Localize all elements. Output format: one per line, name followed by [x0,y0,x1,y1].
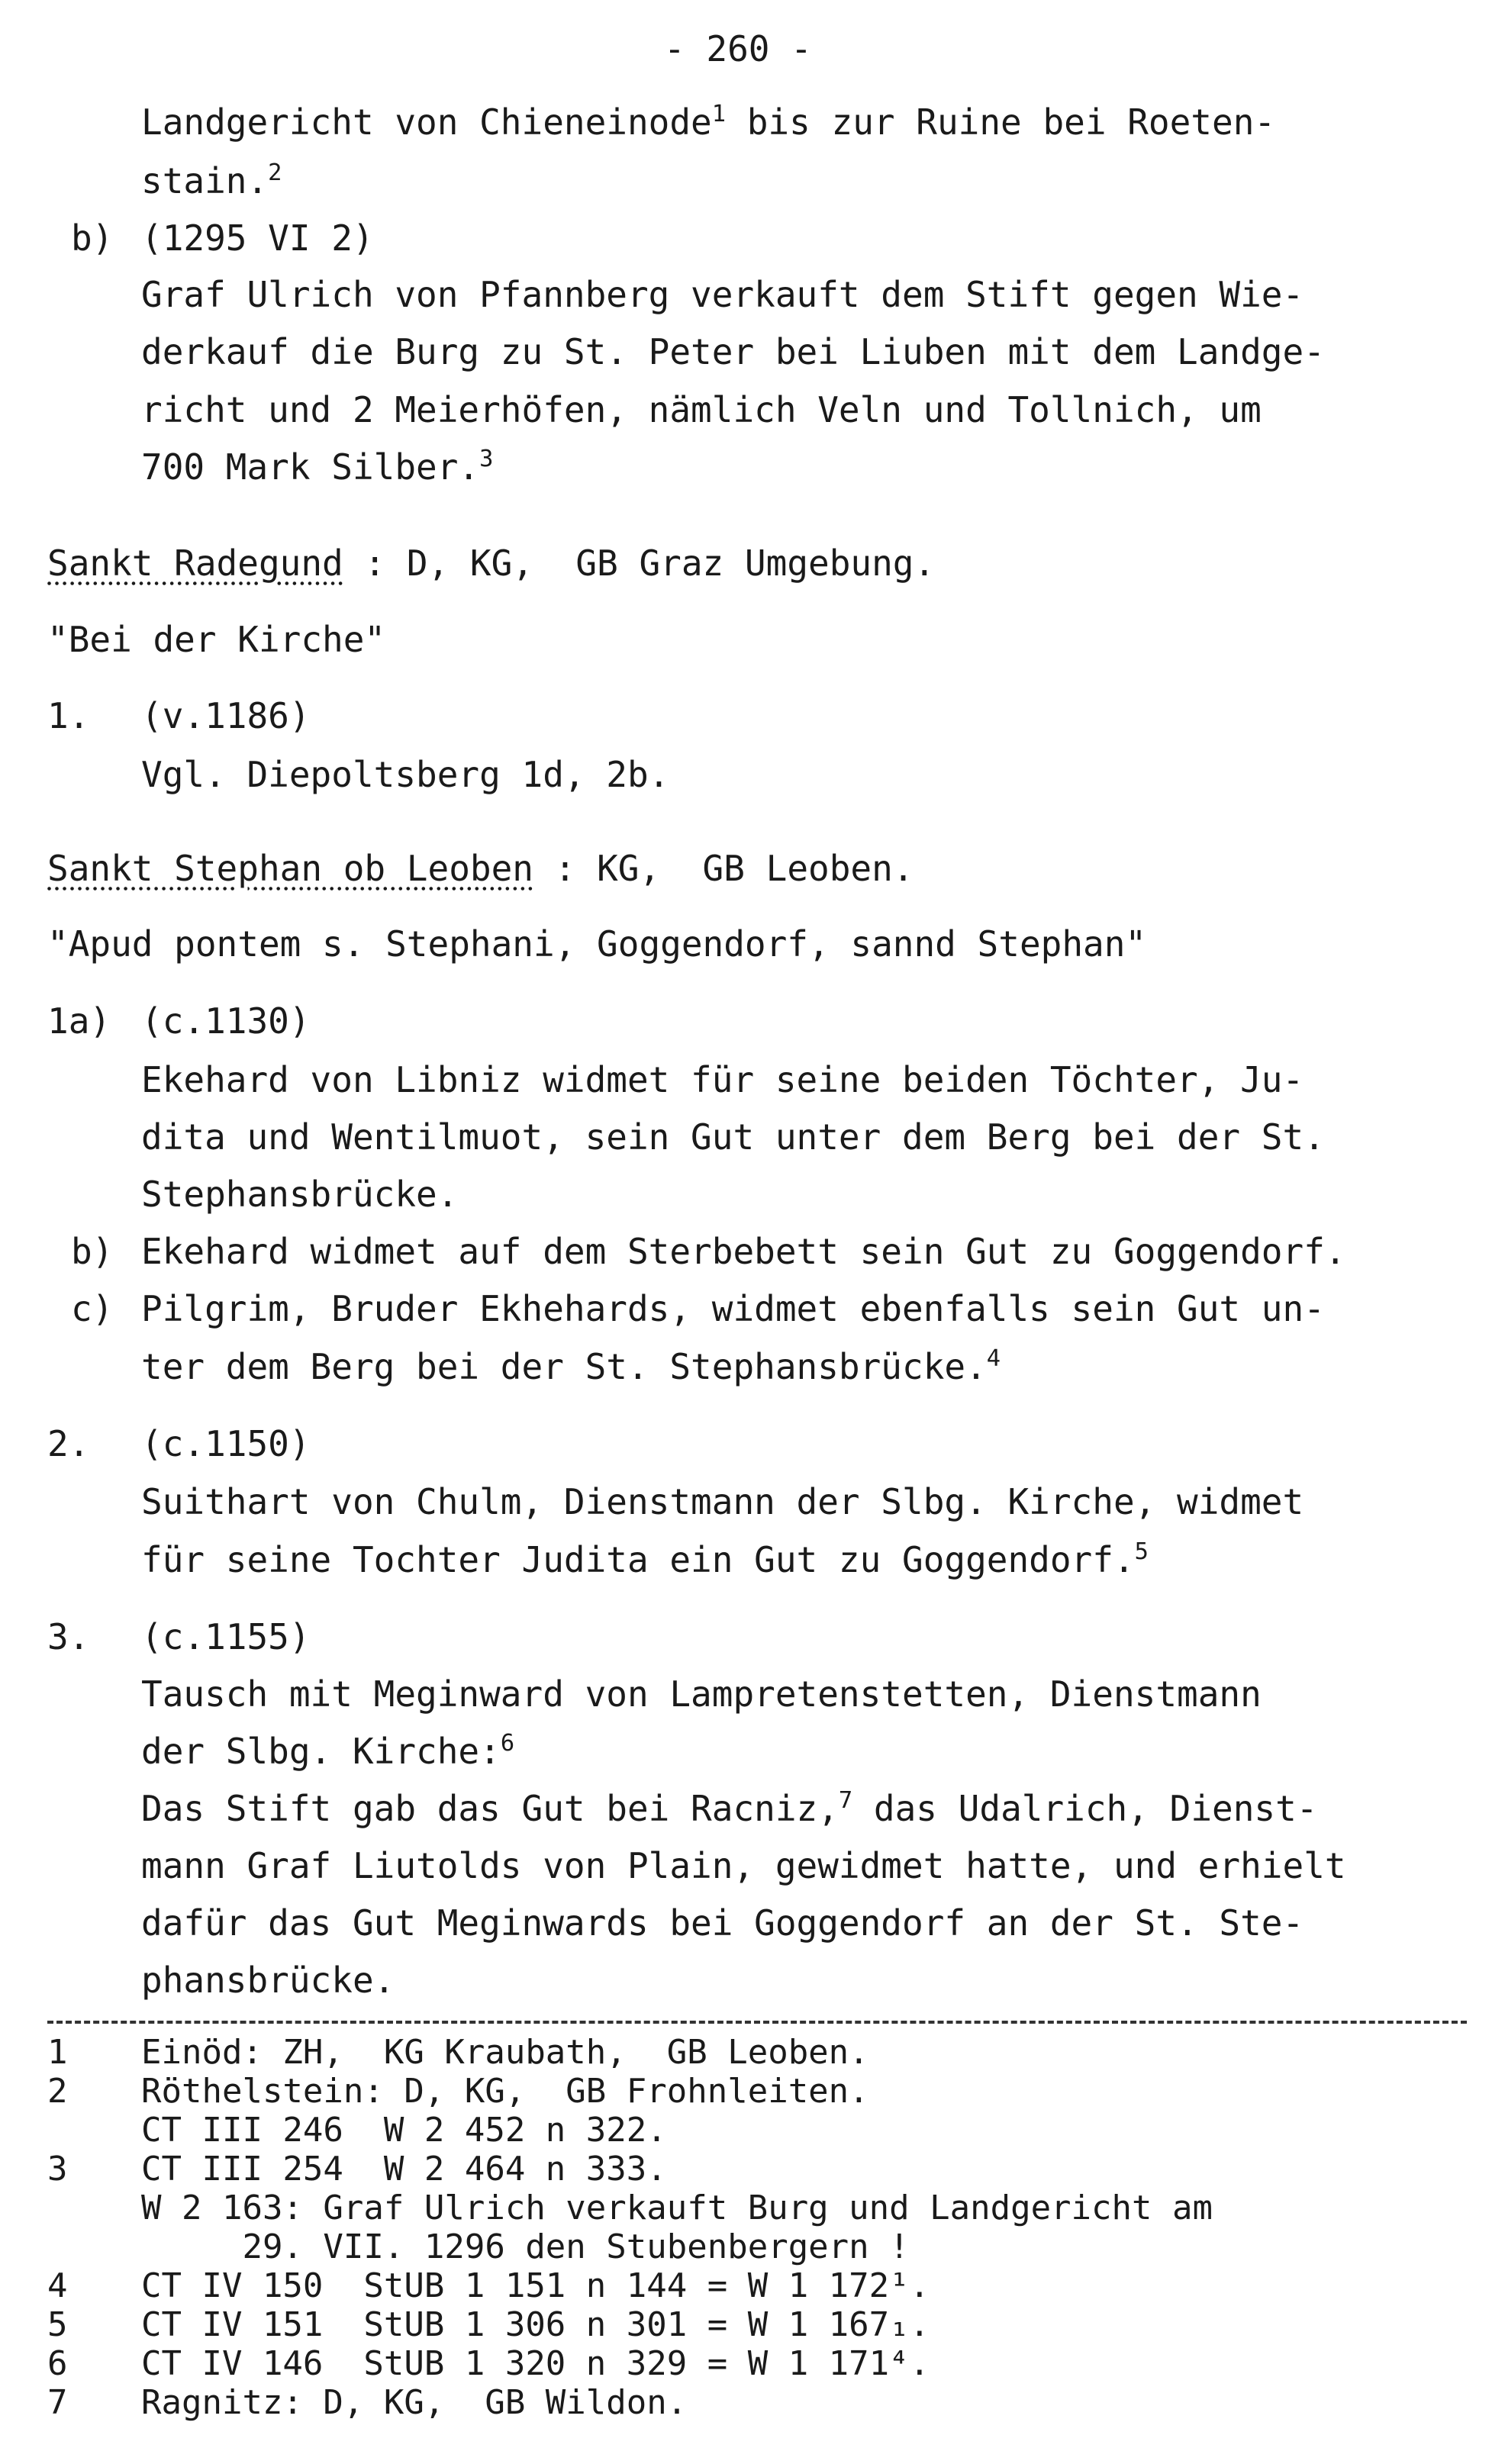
footnote-text: CT IV 150 StUB 1 151 n 144 = W 1 172¹. [141,2266,930,2305]
place-heading: Sankt Radegund : D, KG, GB Graz Umgebung. [47,543,936,584]
footnote-number: 7 [47,2383,68,2422]
text-line: Pilgrim, Bruder Ekhehards, widmet ebenfalls sein Gut un- [141,1288,1325,1329]
text-line: stain.$^2$ [141,159,282,201]
entry-date: (c.1130) [141,1000,311,1042]
place-quote: "Bei der Kirche" [47,619,386,660]
text-line: dafür das Gut Meginwards bei Goggendorf an der St. Ste- [141,1902,1304,1944]
text-line: dita und Wentilmuot, sein Gut unter dem Berg bei der St. [141,1116,1325,1158]
entry-label: 1. [47,695,90,736]
entry-label: 1a) [47,1000,111,1042]
text-line: Ekehard von Libniz widmet für seine beiden Töchter, Ju- [141,1059,1304,1100]
footnote-text: Ragnitz: D, KG, GB Wildon. [141,2383,688,2422]
text-line: ter dem Berg bei der St. Stephansbrücke.$^4$ [141,1345,1001,1387]
footnote-ref: 4 [986,1345,1001,1373]
text-line: Graf Ulrich von Pfannberg verkauft dem Stift gegen Wie- [141,274,1304,315]
text-line: 700 Mark Silber.$^3$ [141,446,494,488]
entry-label: c) [71,1288,114,1329]
footnote-text: W 2 163: Graf Ulrich verkauft Burg und Landgericht am [141,2189,1213,2227]
entry-date: (1295 VI 2) [141,217,374,259]
place-heading: Sankt Stephan ob Leoben : KG, GB Leoben. [47,848,914,889]
footnote-number: 2 [47,2072,68,2111]
place-quote: "Apud pontem s. Stephani, Goggendorf, sannd Stephan" [47,923,1147,965]
text-line: Vgl. Diepoltsberg 1d, 2b. [141,754,670,795]
footnote-ref: 2 [268,159,282,187]
place-name: Sankt Radegund [47,543,343,584]
text-line: phansbrücke. [141,1960,395,2001]
entry-label: 2. [47,1423,90,1464]
page-number: - 260 - [664,28,812,69]
footnote-ref: 7 [838,1787,853,1815]
text-line: derkauf die Burg zu St. Peter bei Liuben mit dem Landge- [141,331,1325,372]
footnote-text: Röthelstein: D, KG, GB Frohnleiten. [141,2072,869,2111]
entry-date: (c.1150) [141,1423,311,1464]
footnote-number: 5 [47,2305,68,2344]
footnote-ref: 5 [1134,1538,1149,1566]
place-name: Sankt Stephan ob Leoben [47,848,533,889]
footnote-text: CT IV 151 StUB 1 306 n 301 = W 1 167₁. [141,2305,930,2344]
footnote-number: 6 [47,2344,68,2383]
footnote-text: CT III 246 W 2 452 n 322. [141,2111,667,2150]
entry-date: (v.1186) [141,695,311,736]
text-line: für seine Tochter Judita ein Gut zu Goggendorf.$^5$ [141,1538,1149,1580]
entry-label: b) [71,1231,114,1272]
text-line: Das Stift gab das Gut bei Racniz,$^7$ das Udalrich, Dienst- [141,1787,1318,1829]
entry-label: b) [71,217,114,259]
footnote-ref: 3 [479,446,494,473]
text-line: Suithart von Chulm, Dienstmann der Slbg. Kirche, widmet [141,1481,1304,1522]
footnote-text: CT IV 146 StUB 1 320 n 329 = W 1 171⁴. [141,2344,930,2383]
text-line: Stephansbrücke. [141,1174,459,1215]
footnote-separator [47,2021,1467,2024]
footnote-text: Einöd: ZH, KG Kraubath, GB Leoben. [141,2033,869,2072]
footnote-text: CT III 254 W 2 464 n 333. [141,2150,667,2189]
text-line: richt und 2 Meierhöfen, nämlich Veln und Tollnich, um [141,389,1262,430]
footnote-number: 4 [47,2266,68,2305]
footnote-number: 3 [47,2150,68,2189]
text-line: der Slbg. Kirche:$^6$ [141,1730,515,1772]
text-line: mann Graf Liutolds von Plain, gewidmet hatte, und erhielt [141,1845,1346,1886]
footnote-ref: 1 [711,101,727,128]
text-line: Tausch mit Meginward von Lampretenstetten, Dienstmann [141,1673,1262,1715]
entry-label: 3. [47,1616,90,1657]
text-line: Landgericht von Chieneinode$^1$ bis zur Ruine bei Roeten- [141,101,1276,143]
footnote-text: 29. VII. 1296 den Stubenbergern ! [141,2227,910,2266]
footnote-ref: 6 [500,1730,515,1757]
entry-date: (c.1155) [141,1616,311,1657]
text-line: Ekehard widmet auf dem Sterbebett sein Gut zu Goggendorf. [141,1231,1346,1272]
footnote-number: 1 [47,2033,68,2072]
